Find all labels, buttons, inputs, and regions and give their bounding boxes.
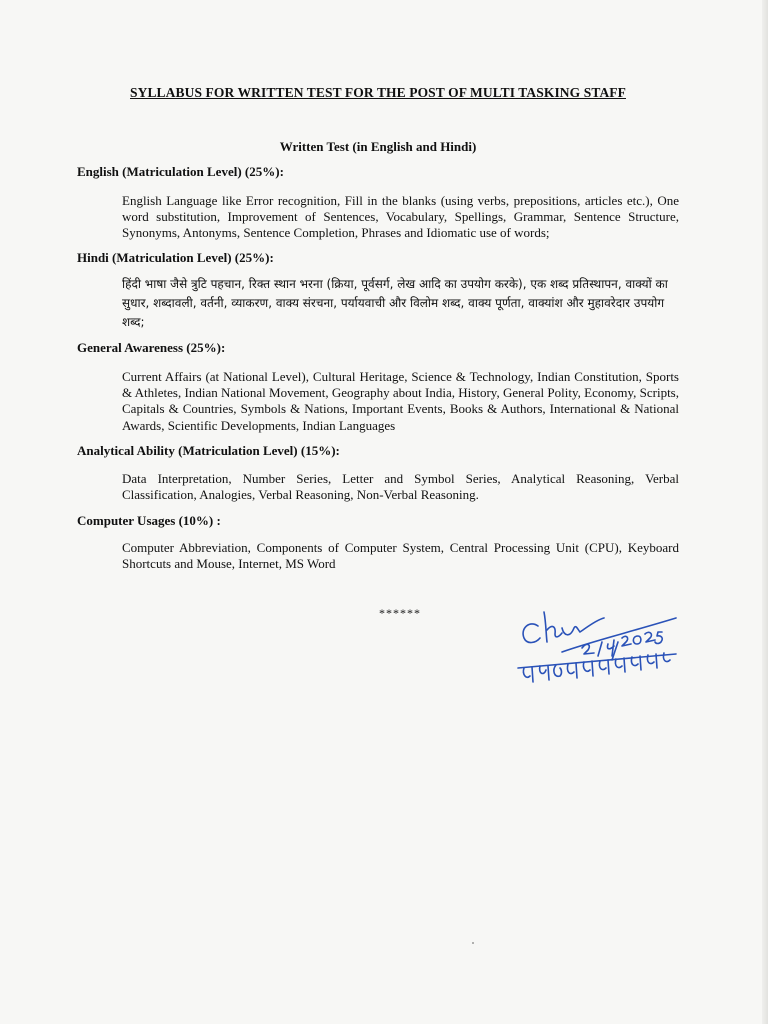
section-body-analytical-ability: Data Interpretation, Number Series, Letter and Symbol Series, Analytical Reasoning, Verbal Classification, Analogies, Verbal Reasoning, Non-Verbal Reasoning.: [122, 471, 679, 503]
section-body-general-awareness: Current Affairs (at National Level), Cultural Heritage, Science & Technology, Indian Constitution, Sports & Athletes, Indian National Movement, Geography about India, History, General Polity, Economy, Scripts, Capitals & Countries, Symbols & Nations, Important Events, Books & Authors, International & National Awards, Scientific Developments, Indian Languages: [122, 369, 679, 433]
section-heading-english: English (Matriculation Level) (25%):: [77, 164, 284, 179]
scan-speck: [472, 942, 474, 944]
document-title: SYLLABUS FOR WRITTEN TEST FOR THE POST OF MULTI TASKING STAFF: [130, 85, 626, 100]
section-body-hindi: हिंदी भाषा जैसे त्रुटि पहचान, रिक्त स्थान भरना (क्रिया, पूर्वसर्ग, लेख आदि का उपयोग करके), एक शब्द प्रतिस्थापन, वाक्यों का सुधार, शब्दावली, वर्तनी, व्याकरण, वाक्य संरचना, पर्यायवाची और विलोम शब्द, वाक्य पूर्णता, वाक्यांश और मुहावरेदार उपयोग शब्द;: [122, 277, 668, 329]
document-subtitle: Written Test (in English and Hindi): [279, 139, 477, 154]
page-edge: [762, 0, 768, 1024]
section-heading-analytical-ability: Analytical Ability (Matriculation Level) (15%):: [77, 443, 340, 458]
handwritten-signature: [500, 598, 685, 688]
section-heading-computer-usages: Computer Usages (10%) :: [77, 513, 221, 528]
section-heading-hindi: Hindi (Matriculation Level) (25%):: [77, 250, 274, 265]
end-marker: ******: [379, 606, 421, 620]
section-heading-general-awareness: General Awareness (25%):: [77, 340, 226, 355]
section-body-computer-usages: Computer Abbreviation, Components of Computer System, Central Processing Unit (CPU), Keyboard Shortcuts and Mouse, Internet, MS Word: [122, 540, 679, 572]
section-body-english: English Language like Error recognition, Fill in the blanks (using verbs, prepositions, articles etc.), One word substitution, Improvement of Sentences, Vocabulary, Spellings, Grammar, Sentence Structure, Synonyms, Antonyms, Sentence Completion, Phrases and Idiomatic use of words;: [122, 193, 679, 241]
